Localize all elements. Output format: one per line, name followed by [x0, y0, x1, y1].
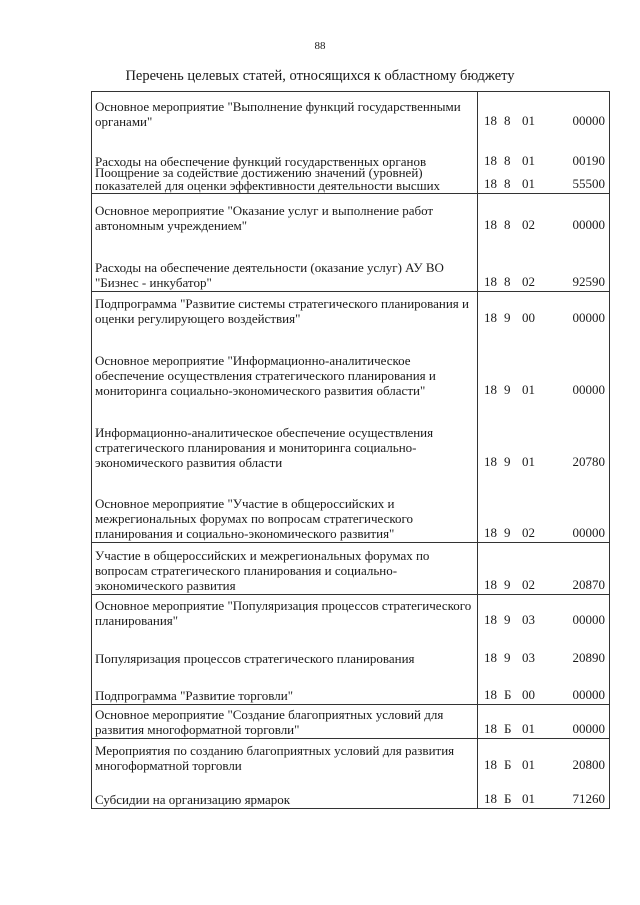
- code-part-3: 03: [522, 611, 535, 627]
- row-description: Основное мероприятие "Популяризация процессов стратегического планирования": [92, 595, 478, 629]
- row-description: Подпрограмма "Развитие системы стратегического планирования и оценки регулирующего воздействия": [92, 292, 478, 327]
- row-description: Информационно-аналитическое обеспечение осуществления стратегического планирования и мониторинга социально-экономического развития области: [92, 399, 478, 471]
- code-part-4: 00000: [572, 112, 605, 128]
- code-part-4: 00000: [572, 525, 605, 540]
- code-part-3: 02: [522, 274, 535, 289]
- code-part-1: 18: [484, 791, 497, 806]
- target-articles-table: [91, 91, 610, 809]
- code-part-1: 18: [484, 525, 497, 540]
- row-description: Субсидии на организацию ярмарок: [92, 774, 478, 809]
- code-part-4: 20890: [572, 649, 605, 665]
- code-part-2: Б: [504, 756, 512, 772]
- code-part-4: 20870: [572, 577, 605, 592]
- table-row: [92, 399, 610, 471]
- table-row: [92, 739, 610, 774]
- row-code: [478, 667, 610, 705]
- row-code: [478, 543, 610, 595]
- row-description: Основное мероприятие "Информационно-аналитическое обеспечение осуществления стратегического планирования и мониторинга социально-экономического развития области": [92, 327, 478, 399]
- table-row: [92, 595, 610, 629]
- code-part-1: 18: [484, 152, 497, 168]
- code-part-4: 92590: [572, 274, 605, 289]
- row-description: Расходы на обеспечение деятельности (оказание услуг) АУ ВО "Бизнес - инкубатор": [92, 234, 478, 292]
- row-description: Основное мероприятие "Выполнение функций государственными органами": [92, 92, 478, 130]
- table-row: [92, 234, 610, 292]
- code-part-2: 9: [504, 309, 511, 325]
- table-row: [92, 471, 610, 543]
- row-description: Мероприятия по созданию благоприятных условий для развития многоформатной торговли: [92, 739, 478, 774]
- document-title: Перечень целевых статей, относящихся к областному бюджету: [125, 68, 515, 84]
- code-part-1: 18: [484, 721, 497, 736]
- code-part-1: 18: [484, 756, 497, 772]
- row-code: [478, 399, 610, 471]
- code-part-4: 00000: [572, 381, 605, 397]
- code-part-4: 71260: [572, 791, 605, 806]
- code-part-3: 01: [522, 453, 535, 469]
- code-part-2: 8: [504, 176, 511, 191]
- code-part-4: 00000: [572, 216, 605, 232]
- code-part-1: 18: [484, 453, 497, 469]
- code-part-4: 20800: [572, 756, 605, 772]
- code-part-2: 9: [504, 649, 511, 665]
- code-part-3: 01: [522, 381, 535, 397]
- row-description: Основное мероприятие "Участие в общероссийских и межрегиональных форумах по вопросам стратегического планирования и социально-экономического развития": [92, 471, 478, 543]
- row-code: [478, 292, 610, 327]
- row-description: Поощрение за содействие достижению значений (уровней) показателей для оценки эффективности деятельности высших: [95, 165, 441, 193]
- code-part-3: 01: [522, 112, 535, 128]
- code-part-3: 02: [522, 577, 535, 592]
- table-row: [92, 327, 610, 399]
- code-part-2: 9: [504, 611, 511, 627]
- code-part-1: 18: [484, 176, 497, 191]
- page-number: 88: [314, 40, 326, 52]
- row-code: [478, 327, 610, 399]
- table-row: [92, 774, 610, 809]
- code-part-1: 18: [484, 611, 497, 627]
- row-code: [478, 774, 610, 809]
- code-part-2: Б: [504, 721, 512, 736]
- code-part-1: 18: [484, 216, 497, 232]
- code-part-4: 00000: [572, 721, 605, 736]
- code-part-2: 9: [504, 453, 511, 469]
- code-part-2: 8: [504, 152, 511, 168]
- code-part-2: 8: [504, 274, 511, 289]
- table-row: [92, 292, 610, 327]
- code-part-1: 18: [484, 309, 497, 325]
- code-part-4: 00000: [572, 687, 605, 702]
- table-row: [92, 130, 610, 170]
- row-code: [478, 92, 610, 130]
- code-part-3: 01: [522, 176, 535, 191]
- row-description: Подпрограмма "Развитие торговли": [92, 667, 478, 705]
- code-part-1: 18: [484, 381, 497, 397]
- code-part-2: Б: [504, 791, 512, 806]
- code-part-1: 18: [484, 649, 497, 665]
- code-part-3: 03: [522, 649, 535, 665]
- code-part-2: 9: [504, 381, 511, 397]
- code-part-2: Б: [504, 687, 512, 702]
- code-part-3: 02: [522, 525, 535, 540]
- code-part-1: 18: [484, 274, 497, 289]
- row-code: [478, 170, 610, 194]
- code-part-1: 18: [484, 577, 497, 592]
- row-description: Расходы на обеспечение функций государственных органов: [92, 130, 478, 170]
- code-part-1: 18: [484, 687, 497, 702]
- row-code: [478, 705, 610, 739]
- code-part-3: 01: [522, 152, 535, 168]
- code-part-2: 9: [504, 525, 511, 540]
- code-part-4: 00000: [572, 611, 605, 627]
- code-part-4: 00000: [572, 309, 605, 325]
- code-part-3: 02: [522, 216, 535, 232]
- table-row: [92, 705, 610, 739]
- code-part-3: 00: [522, 309, 535, 325]
- code-part-4: 00190: [572, 152, 605, 168]
- row-description: Основное мероприятие "Создание благоприятных условий для развития многоформатной торговли": [92, 705, 478, 739]
- row-code: [478, 194, 610, 234]
- row-description: Основное мероприятие "Оказание услуг и выполнение работ автономным учреждением": [92, 194, 478, 234]
- code-part-3: 00: [522, 687, 535, 702]
- row-code: [478, 739, 610, 774]
- row-description: Участие в общероссийских и межрегиональных форумах по вопросам стратегического планирования и социально-экономического развития: [92, 543, 478, 595]
- row-code: [478, 629, 610, 667]
- code-part-4: 20780: [572, 453, 605, 469]
- row-description: Популяризация процессов стратегического планирования: [92, 629, 478, 667]
- table-row: [92, 667, 610, 705]
- table-row: [92, 170, 610, 194]
- row-code: [478, 234, 610, 292]
- table-row: [92, 92, 610, 130]
- code-part-3: 01: [522, 721, 535, 736]
- table-row: [92, 543, 610, 595]
- code-part-2: 8: [504, 216, 511, 232]
- code-part-1: 18: [484, 112, 497, 128]
- table-row: [92, 629, 610, 667]
- row-code: [478, 471, 610, 543]
- code-part-4: 55500: [572, 176, 605, 191]
- code-part-2: 9: [504, 577, 511, 592]
- row-code: [478, 595, 610, 629]
- table-row: [92, 194, 610, 234]
- code-part-3: 01: [522, 791, 535, 806]
- code-part-2: 8: [504, 112, 511, 128]
- code-part-3: 01: [522, 756, 535, 772]
- row-code: [478, 130, 610, 170]
